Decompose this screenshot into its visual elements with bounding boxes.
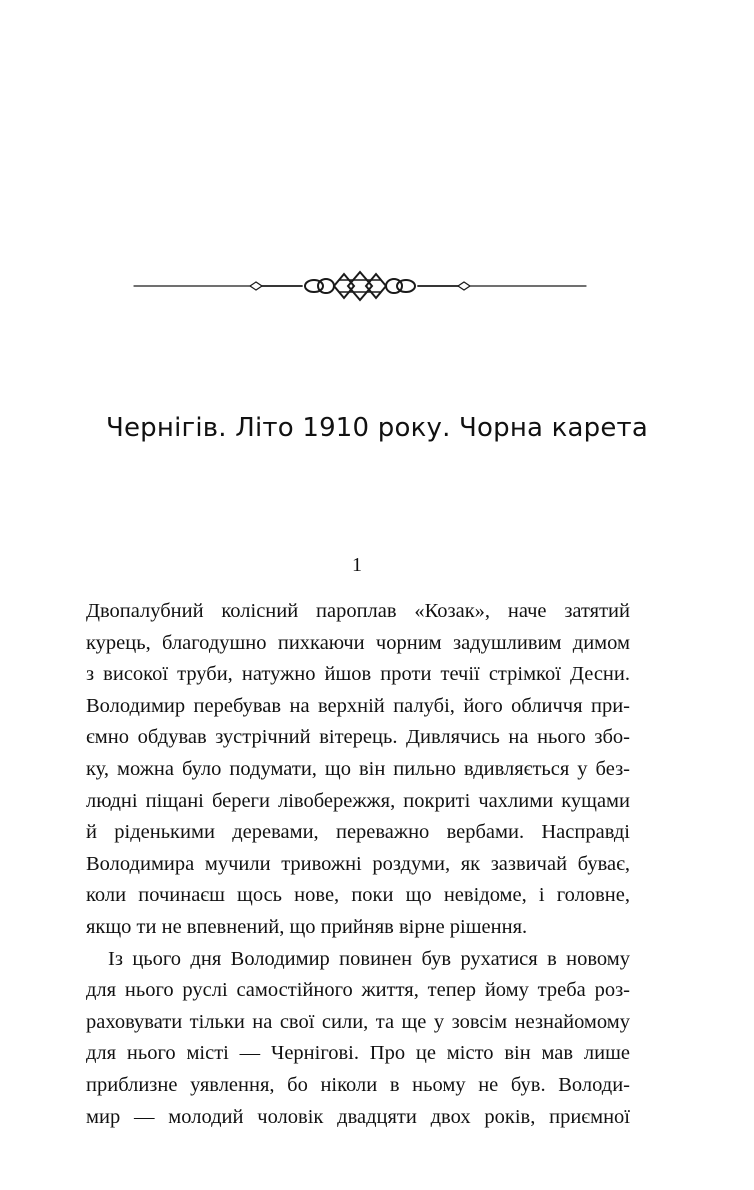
- text-line: Із цього дня Володимир повинен був рухатися в новому: [108, 947, 630, 970]
- chapter-title: Чернігів. Літо 1910 року. Чорна карета: [105, 413, 649, 443]
- text-line: якщо ти не впевнений, що прийняв вірне рішення.: [86, 915, 528, 938]
- text-line: й ріденькими деревами, переважно вербами. Насправді: [86, 821, 630, 844]
- section-number: 1: [352, 554, 362, 576]
- text-line: курець, благодушно пихкаючи чорним задушливим димом: [86, 631, 630, 654]
- text-line: Двопалубний колісний пароплав «Козак», наче затятий: [86, 600, 630, 622]
- text-line: з високої труби, натужно йшов проти течії стрімкої Десни.: [86, 663, 630, 686]
- text-line: людні піщані береги лівобережжя, покриті чахлими кущами: [86, 789, 630, 812]
- text-line: для нього руслі самостійного життя, тепер йому треба роз-: [86, 979, 630, 1002]
- text-line: Володимира мучили тривожні роздуми, як зазвичай буває,: [86, 852, 630, 875]
- text-line: Володимир перебував на верхній палубі, його обличчя при-: [86, 694, 630, 717]
- paragraph-1: [86, 596, 630, 944]
- chapter-ornament: [130, 268, 590, 304]
- text-line: ку, можна було подумати, що він пильно вдивляється у без-: [86, 757, 630, 780]
- text-line: приблизне уявлення, бо ніколи в ньому не був. Володи-: [86, 1073, 630, 1096]
- text-line: для нього місті — Чернігові. Про це місто він мав лише: [86, 1042, 630, 1065]
- paragraph-2: [86, 944, 630, 1134]
- text-line: коли починаєш щось нове, поки що невідоме, і головне,: [86, 884, 630, 907]
- text-line: ємно обдував зустрічний вітерець. Дивлячись на нього збо-: [86, 726, 630, 749]
- body-text: [86, 596, 630, 1133]
- text-line: мир — молодий чоловік двадцяти двох років, приємної: [86, 1105, 630, 1128]
- text-line: раховувати тільки на свої сили, та ще у зовсім незнайомому: [86, 1010, 630, 1033]
